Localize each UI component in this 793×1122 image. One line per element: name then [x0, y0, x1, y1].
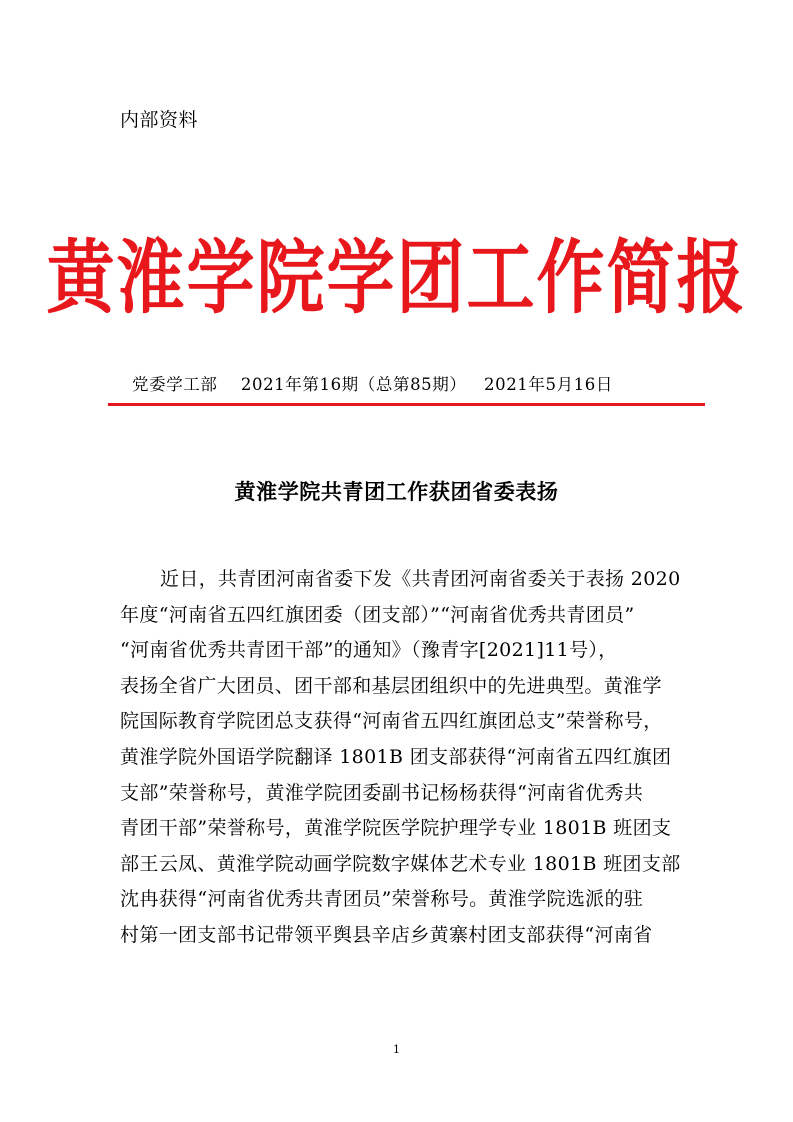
article-body: [120, 562, 680, 954]
body-line: 部王云凤、黄淮学院动画学院数字媒体艺术专业 1801B 班团支部: [120, 852, 681, 875]
body-line: 支部”荣誉称号，黄淮学院团委副书记杨杨获得“河南省优秀共: [120, 781, 644, 804]
masthead-title: 黄淮学院学团工作简报: [46, 230, 747, 326]
body-line: “河南省优秀共青团干部”的通知》（豫青字[2021]11号），: [120, 639, 618, 662]
issue-info-line: 党委学工部 2021年第16期（总第85期） 2021年5月16日: [132, 375, 613, 394]
classification-label: 内部资料: [120, 109, 199, 131]
masthead-divider: [108, 403, 705, 406]
body-line: 村第一团支部书记带领平舆县辛店乡黄寨村团支部获得“河南省: [120, 923, 653, 946]
body-line: 院国际教育学院团总支获得“河南省五四红旗团总支”荣誉称号，: [120, 710, 663, 733]
body-line: 近日，共青团河南省委下发《共青团河南省委关于表扬 2020: [160, 568, 681, 590]
body-line: 沈冉获得“河南省优秀共青团员”荣誉称号。黄淮学院选派的驻: [120, 888, 644, 911]
body-line: 表扬全省广大团员、团干部和基层团组织中的先进典型。黄淮学: [120, 674, 662, 697]
body-line: 年度“河南省五四红旗团委（团支部）”“河南省优秀共青团员”: [120, 603, 635, 626]
article-title: 黄淮学院共青团工作获团省委表扬: [234, 479, 559, 504]
body-line: 黄淮学院外国语学院翻译 1801B 团支部获得“河南省五四红旗团: [120, 745, 672, 768]
body-line: 青团干部”荣誉称号，黄淮学院医学院护理学专业 1801B 班团支: [120, 817, 672, 840]
page-number: 1: [393, 1043, 400, 1056]
